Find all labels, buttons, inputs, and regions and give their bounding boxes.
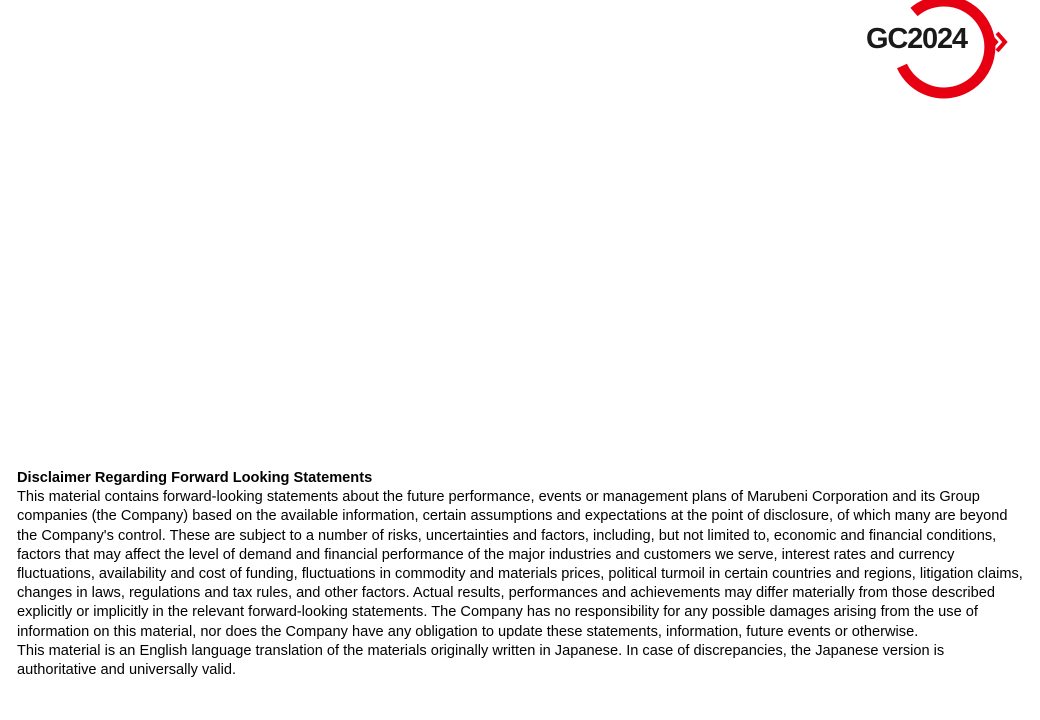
disclaimer-paragraph-1: This material contains forward-looking statements about the future performance, events or management plans of Marubeni Corporation and its Group companies (the Company) based on the available information, certain assumptions and expectations at the point of disclosure, of which many are beyond the Company's control. These are subject to a number of risks, uncertainties and factors, including, but not limited to, economic and financial conditions, factors that may affect the level of demand and financial performance of the major industries and customers we serve, interest rates and currency fluctuations, availability and cost of funding, fluctuations in commodity and materials prices, political turmoil in certain countries and regions, litigation claims, changes in laws, regulations and tax rules, and other factors. Actual results, performances and achievements may differ materially from those described explicitly or implicitly in the relevant forward-looking statements. The Company has no responsibility for any possible damages arising from the use of information on this material, nor does the Company have any obligation to update these statements, information, future events or otherwise. (17, 489, 1023, 640)
disclaimer-title: Disclaimer Regarding Forward Looking Statements (17, 470, 373, 486)
gc2024-logo (840, 0, 1040, 110)
double-chevron-right-icon (986, 30, 1010, 54)
disclaimer-paragraph-2: This material is an English language translation of the materials originally written in Japanese. In case of discrepancies, the Japanese version is authoritative and universally valid. (17, 642, 945, 679)
logo-text: GC2024 (866, 23, 967, 55)
disclaimer-section (17, 469, 1027, 680)
